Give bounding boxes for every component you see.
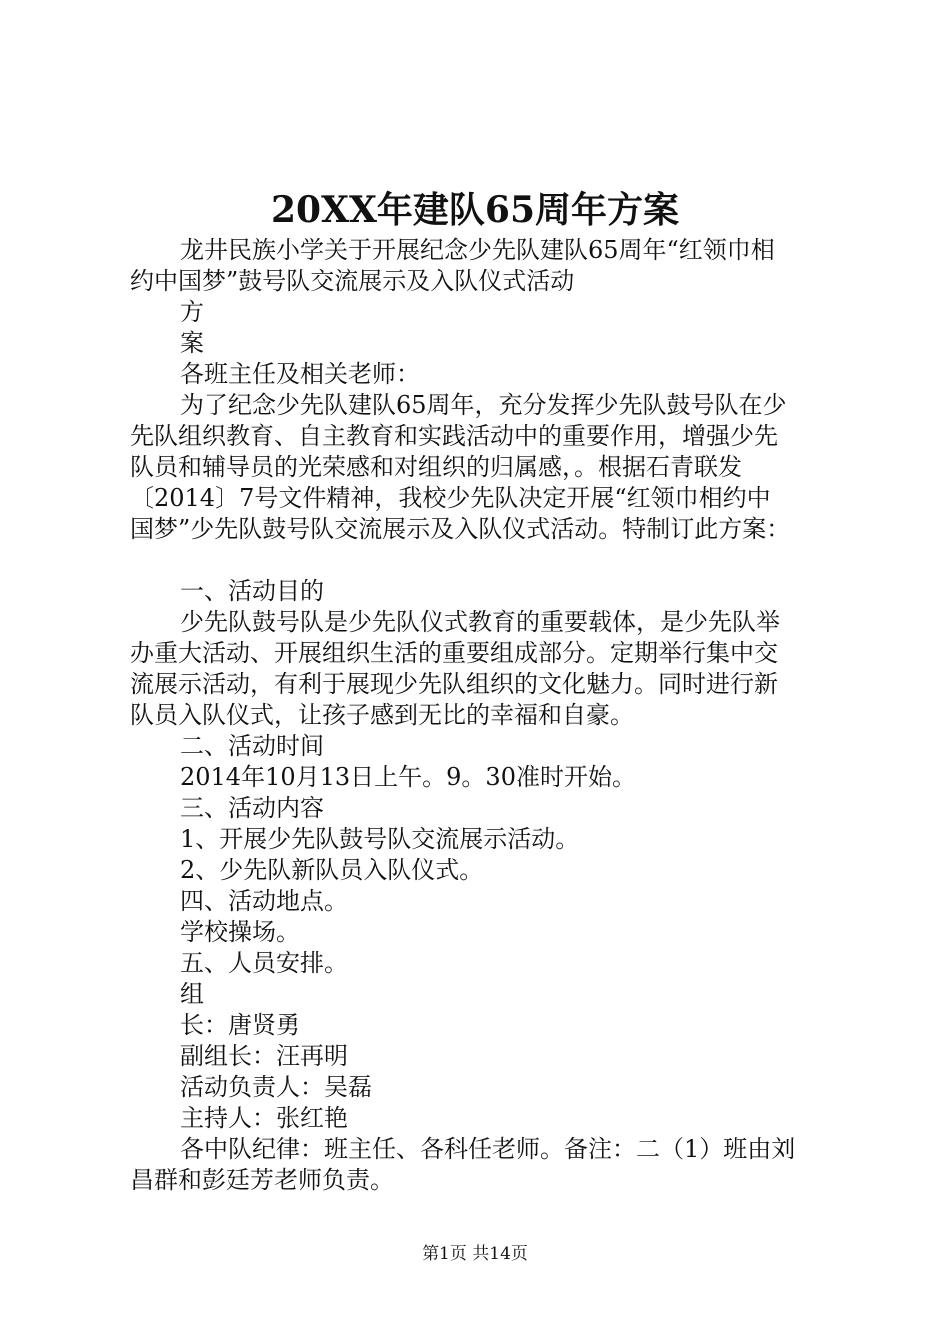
- text-line: 为了纪念少先队建队65周年，充分发挥少先队鼓号队在少: [180, 391, 787, 419]
- text-line: 学校操场。: [180, 918, 300, 946]
- section-heading: 四、活动地点。: [180, 887, 348, 915]
- text-line: 昌群和彭廷芳老师负责。: [130, 1166, 394, 1194]
- text-line: 先队组织教育、自主教育和实践活动中的重要作用，增强少先: [130, 422, 778, 450]
- text-line: 队员和辅导员的光荣感和对组织的归属感，。根据石青联发: [130, 453, 742, 481]
- section-heading: 三、活动内容: [180, 794, 324, 822]
- blank-line: [130, 545, 830, 576]
- text-line: 活动负责人：吴磊: [180, 1073, 372, 1101]
- section-heading: 五、人员安排。: [180, 949, 348, 977]
- section-heading: 一、活动目的: [180, 577, 324, 605]
- text-line: 龙井民族小学关于开展纪念少先队建队65周年“红领巾相: [180, 236, 775, 264]
- text-line: 办重大活动、开展组织生活的重要组成部分。定期举行集中交: [130, 639, 778, 667]
- text-line: 副组长：汪再明: [180, 1042, 348, 1070]
- document-title: 20XX年建队65周年方案: [270, 189, 680, 231]
- text-line: 案: [180, 329, 204, 357]
- text-line: 国梦”少先队鼓号队交流展示及入队仪式活动。特制订此方案：: [130, 515, 791, 543]
- list-item: 1、开展少先队鼓号队交流展示活动。: [180, 825, 580, 853]
- document-body: [130, 235, 830, 1196]
- salutation: 各班主任及相关老师：: [180, 360, 420, 388]
- text-line: 约中国梦”鼓号队交流展示及入队仪式活动: [130, 267, 575, 295]
- text-line: 长：唐贤勇: [180, 1011, 300, 1039]
- text-line: 〔2014〕7号文件精神，我校少先队决定开展“红领巾相约中: [130, 484, 771, 512]
- text-line: 2014年10月13日上午。9。30准时开始。: [180, 763, 636, 791]
- text-line: 组: [180, 980, 204, 1008]
- text-line: 少先队鼓号队是少先队仪式教育的重要载体，是少先队举: [180, 608, 780, 636]
- text-line: 主持人：张红艳: [180, 1104, 348, 1132]
- text-line: 队员入队仪式，让孩子感到无比的幸福和自豪。: [130, 701, 634, 729]
- text-line: 流展示活动，有利于展现少先队组织的文化魅力。同时进行新: [130, 670, 778, 698]
- page-number: 第1页 共14页: [422, 1244, 528, 1264]
- list-item: 2、少先队新队员入队仪式。: [180, 856, 484, 884]
- text-line: 各中队纪律：班主任、各科任老师。备注：二（1）班由刘: [180, 1135, 796, 1163]
- section-heading: 二、活动时间: [180, 732, 324, 760]
- text-line: 方: [180, 298, 204, 326]
